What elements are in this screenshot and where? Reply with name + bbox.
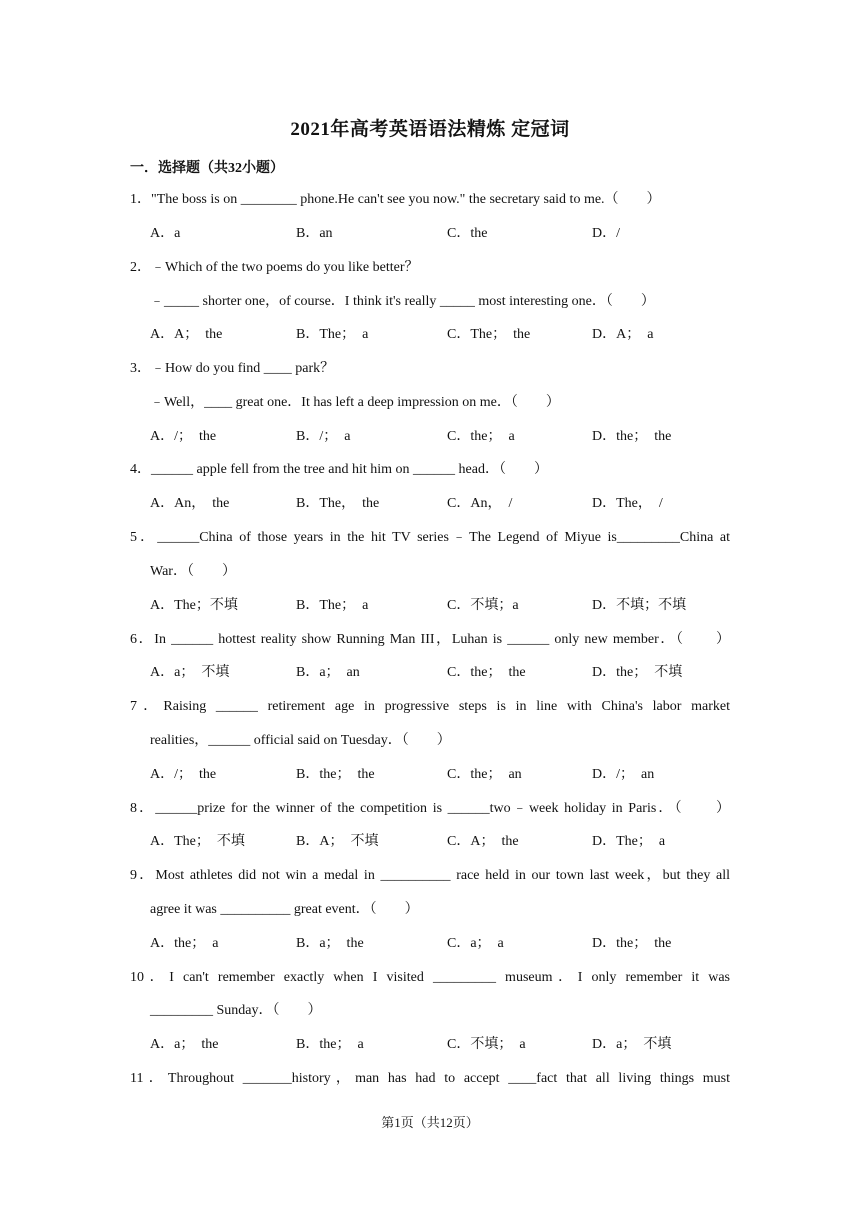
option-d: D．a； 不填 [592, 1037, 672, 1052]
option-d: D．/ [592, 226, 620, 241]
question-7-stem-continued: realities，______ official said on Tuesday．（ ） [150, 733, 451, 748]
option-b: B．A； 不填 [296, 834, 379, 849]
option-b: B．The； a [296, 598, 369, 613]
question-9-stem: 9．Most athletes did not win a medal in __________ race held in our town last week，but they all [130, 868, 730, 883]
page-title: 2021年高考英语语法精炼 定冠词 [290, 119, 570, 140]
option-c: C．不填； a [447, 1037, 526, 1052]
option-a: A．a； 不填 [150, 665, 230, 680]
question-2-stem: 2．﹣Which of the two poems do you like better？ [130, 260, 419, 275]
question-7-stem: 7．Raising ______ retirement age in progressive steps is in line with China's labor market [130, 699, 730, 714]
option-c: C．the； the [447, 665, 526, 680]
option-b: B．the； a [296, 1037, 364, 1052]
question-11-stem: 11．Throughout _______history，man has had to accept ____fact that all living things must [130, 1071, 730, 1086]
option-b: B．an [296, 226, 333, 241]
question-9-stem-continued: agree it was __________ great event．（ ） [150, 902, 419, 917]
option-a: A．The；不填 [150, 598, 238, 613]
option-d: D．the； the [592, 429, 672, 444]
question-5-stem-continued: War．（ ） [150, 564, 236, 579]
option-b: B．a； the [296, 936, 364, 951]
option-d: D．不填；不填 [592, 598, 687, 613]
option-b: B．a； an [296, 665, 360, 680]
option-d: D．/； an [592, 767, 655, 782]
option-d: D．the； 不填 [592, 665, 683, 680]
question-2-stem-continued: ﹣_____ shorter one，of course．I think it's really _____ most interesting one．（ ） [150, 294, 655, 309]
option-c: C．不填；a [447, 598, 519, 613]
option-a: A．a； the [150, 1037, 219, 1052]
section-heading: 一．选择题（共32小题） [130, 161, 284, 176]
option-c: C．the； a [447, 429, 515, 444]
question-8-stem: 8．______prize for the winner of the competition is ______two﹣week holiday in Paris．（ ） [130, 801, 730, 816]
option-a: A．A； the [150, 327, 223, 342]
option-a: A．An， the [150, 496, 230, 511]
option-a: A．/； the [150, 429, 217, 444]
option-d: D．The， / [592, 496, 663, 511]
option-d: D．A； a [592, 327, 654, 342]
option-b: B．/； a [296, 429, 351, 444]
question-4-stem: 4．______ apple fell from the tree and hit him on ______ head．（ ） [130, 462, 548, 477]
option-c: C．the； an [447, 767, 522, 782]
option-a: A．/； the [150, 767, 217, 782]
option-a: A．The； 不填 [150, 834, 245, 849]
question-3-stem: 3．﹣How do you find ____ park？ [130, 361, 335, 376]
question-1-stem: 1．"The boss is on ________ phone.He can't see you now." the secretary said to me.（ ） [130, 192, 661, 207]
option-b: B．The； a [296, 327, 369, 342]
option-c: C．the [447, 226, 488, 241]
option-c: C．A； the [447, 834, 519, 849]
option-d: D．the； the [592, 936, 672, 951]
question-6-stem: 6．In ______ hottest reality show Running Man III，Luhan is ______ only new member．（ ） [130, 632, 730, 647]
option-a: A．a [150, 226, 181, 241]
option-c: C．a； a [447, 936, 504, 951]
question-10-stem-continued: _________ Sunday．（ ） [150, 1003, 322, 1018]
option-c: C．An， / [447, 496, 513, 511]
option-b: B．The， the [296, 496, 380, 511]
question-3-stem-continued: ﹣Well，____ great one．It has left a deep impression on me．（ ） [150, 395, 560, 410]
option-d: D．The； a [592, 834, 666, 849]
option-c: C．The； the [447, 327, 531, 342]
question-5-stem: 5．______China of those years in the hit TV series﹣The Legend of Miyue is_________China at [130, 530, 730, 545]
option-a: A．the； a [150, 936, 219, 951]
page-footer: 第1页（共12页） [381, 1115, 479, 1130]
option-b: B．the； the [296, 767, 375, 782]
question-10-stem: 10．I can't remember exactly when I visited _________ museum．I only remember it was [130, 970, 730, 985]
